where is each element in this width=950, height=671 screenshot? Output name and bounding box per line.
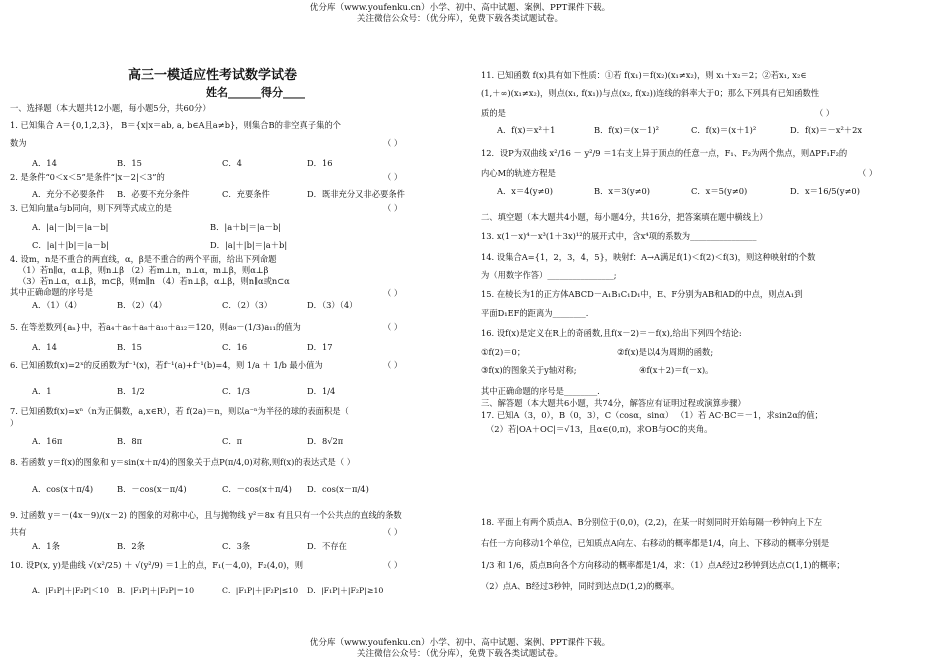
question-1-option-a: A．14 [32,158,57,168]
question-3-option-b: B．|a＋b|＝|a－b| [210,222,281,232]
section-1-heading: 一、选择题（本大题共12小题，每小题5分，共60分） [10,103,211,113]
question-8-option-a: A．cos(x＋π/4) [32,484,94,494]
question-7-option-d: D．8√2π [307,436,344,446]
question-5-option-d: D．17 [307,342,333,352]
question-13-text: 13. x(1－x)⁴－x³(1＋3x)¹²的展开式中，含x⁴项的系数为________________ [481,231,757,241]
question-3-text: 3. 已知向量a与b同向，则下列等式成立的是 [10,203,172,213]
question-7-option-b: B．8π [117,436,143,446]
question-1-text: 1. 已知集合 A＝{0,1,2,3}， B＝{x|x＝ab, a, b∈A且a≠b}，则集合B的非空真子集的个 [10,120,341,130]
question-7-option-c: C．π [222,436,243,446]
question-5-option-a: A．14 [32,342,57,352]
question-8-option-d: D．cos(x－π/4) [307,484,369,494]
question-9-option-d: D．不存在 [307,541,347,551]
page-header [240,3,680,25]
question-11-text: 11. 已知函数 f(x)具有如下性质：①若 f(x₁)＝f(x₂)(x₁≠x₂)，则 x₁＋x₂＝2；②若x₁, x₂∈ [481,70,807,80]
footer-line-2: 关注微信公众号：（优分库），免费下载各类试题试卷。 [356,649,564,660]
question-10-answer-paren: （ ） [383,560,403,570]
question-14-text-cont: 为（用数字作答）________________; [481,270,617,280]
question-12-option-c: C．x＝5(y≠0) [691,186,748,196]
page-footer [240,638,680,660]
question-4-option-c: C．（2）（3） [222,300,273,310]
question-9-text: 9. 过函数 y＝－(4x－9)/(x－2) 的图象的对称中心，且与抛物线 y²＝8x 有且只有一个公共点的直线的条数 [10,510,402,520]
question-17-text: 17. 已知A（3，0），B（0，3），C（cosα，sinα） （1）若 AC·BC＝－1，求sin2α的值； [481,410,823,420]
question-11-option-c: C．f(x)＝(x＋1)² [691,125,757,135]
question-8-option-b: B．－cos(x－π/4) [117,484,187,494]
question-4-prompt: 其中正确命题的序号是 [10,287,93,297]
question-9-answer-paren: （ ） [383,527,403,537]
question-11-option-a: A．f(x)＝x²＋1 [497,125,556,135]
question-11-option-b: B．f(x)＝(x－1)² [594,125,659,135]
question-18-text-cont-2: 1/3 和 1/6，质点B向各个方向移动的概率都是1/4，求：（1）点A经过2秒钟到达点C(1,1)的概率； [481,560,845,570]
question-10-option-b: B．|F₁P|＋|F₂P|＝10 [117,586,195,595]
question-11-answer-paren: （ ） [815,108,835,118]
question-18-text: 18. 平面上有两个质点A、B分别位于(0,0)，(2,2)，在某一时刻同时开始每隔一秒钟向上下左 [481,517,823,527]
question-14-text: 14. 设集合A={1，2，3，4，5}，映射f：A→A满足f(1)＜f(2)＜f(3)，则这种映射f的个数 [481,252,816,262]
question-1-text-cont: 数为 [10,138,27,148]
question-6-option-a: A．1 [32,386,52,396]
question-10-option-c: C．|F₁P|＋|F₂P|≤10 [222,586,299,595]
question-12-answer-paren: （ ） [858,168,878,178]
question-1-option-b: B．15 [117,158,142,168]
question-8-text: 8. 若函数 y＝f(x)的图象和 y＝sin(x＋π/4)的图象关于点P(π/4,0)对称,则f(x)的表达式是（ ） [10,457,356,467]
question-16-conclusion-4: ④f(x＋2)＝f(－x)。 [639,365,714,375]
question-18-text-cont: 右任一方向移动1个单位，已知质点A向左、右移动的概率都是1/4，向上、下移动的概率分别是 [481,538,830,548]
question-4-text: 4. 设m，n是不重合的两直线，α，β是不重合的两个平面，给出下列命题 [10,254,277,264]
question-1-option-c: C．4 [222,158,242,168]
question-4-option-a: A．（1）（4） [32,300,82,310]
question-1-answer-paren: （ ） [383,138,403,148]
question-6-text: 6. 已知函数f(x)=2ˣ的反函数为f⁻¹(x)，若f⁻¹(a)+f⁻¹(b)=4，则 1/a ＋ 1/b 最小值为 [10,360,323,370]
question-16-conclusion-1: ①f(2)＝0； [481,347,526,357]
question-11-text-cont: (1,＋∞)(x₁≠x₂)，则点(x₁, f(x₁))与点(x₂, f(x₂))连线的斜率大于0；那么下列具有已知函数性 [481,88,820,98]
question-10-option-d: D．|F₁P|＋|F₂P|≥10 [307,586,384,595]
question-7-text: 7. 已知函数f(x)=xⁿ（n为正偶数，a,x∈R），若 f(2a)＝n，则以a⁻ⁿ为半径的球的表面积是（ [10,406,349,416]
question-5-option-b: B．15 [117,342,142,352]
question-6-option-c: C．1/3 [222,386,250,396]
question-12-option-b: B．x＝3(y≠0) [594,186,651,196]
question-11-text-end: 质的是 [481,108,506,118]
question-2-text: 2. 是条件“0＜x＜5”是条件“|x－2|＜3”的 [10,172,165,182]
question-1-option-d: D．16 [307,158,333,168]
question-16-text: 16. 设f(x)是定义在R上的奇函数,且f(x－2)＝－f(x),给出下列四个结论: [481,328,742,338]
question-9-option-a: A．1条 [32,541,60,551]
question-2-option-b: B．必要不充分条件 [117,189,190,199]
question-15-text-cont: 平面D₁EF的距离为________. [481,308,589,318]
question-4-answer-paren: （ ） [383,288,403,298]
question-2-option-c: C．充要条件 [222,189,270,199]
question-11-option-d: D．f(x)＝－x²＋2x [790,125,863,135]
question-4-statement-3-4: （3）若n⊥α，α⊥β，m⊂β，则m∥n （4）若n⊥β，α⊥β，则n∥α或n⊂α [18,276,290,286]
section-3-heading: 三、解答题（本大题共6小题，共74分，解答应有证明过程或演算步骤） [481,398,746,408]
question-18-text-end: （2）点A、B经过3秒钟，同时到达点D(1,2)的概率。 [481,581,680,591]
question-10-text: 10. 设P(x, y)是曲线 √(x²/25) ＋ √(y²/9) ＝1上的点，F₁(－4,0)，F₂(4,0)，则 [10,560,303,570]
question-4-option-b: B．（2）（4） [117,300,167,310]
header-line-1: 优分库（www.youfenku.cn）小学、初中、高中试题、案例、PPT课件下载。 [309,3,611,13]
question-6-answer-paren: （ ） [383,360,403,370]
question-17-text-cont: （2）若|OA＋OC|＝√13，且α∈(0,π)，求OB与OC的夹角。 [486,424,713,434]
question-12-text: 12．设P为双曲线 x²/16 － y²/9 ＝1右支上异于顶点的任意一点，F₁、F₂为两个焦点，则ΔPF₁F₂的 [481,148,848,158]
question-5-option-c: C．16 [222,342,248,352]
question-9-option-b: B．2条 [117,541,145,551]
question-2-option-a: A．充分不必要条件 [32,189,105,199]
footer-line-1: 优分库（www.youfenku.cn）小学、初中、高中试题、案例、PPT课件下载。 [309,638,611,648]
question-7-option-a: A．16π [32,436,63,446]
question-5-text: 5. 在等差数列{aₙ}中，若a₄＋a₆＋a₈＋a₁₀＋a₁₂＝120，则a₉－(1/3)a₁₁的值为 [10,322,301,332]
question-3-option-a: A．|a|－|b|＝|a－b| [32,222,109,232]
question-4-statement-1-2: （1）若n∥α，α⊥β，则n⊥β （2）若m⊥n，n⊥α，m⊥β，则α⊥β [18,265,269,275]
question-6-option-d: D．1/4 [307,386,336,396]
question-3-option-c: C．|a|＋|b|＝|a－b| [32,240,109,250]
question-9-option-c: C．3条 [222,541,251,551]
question-12-text-cont: 内心M的轨迹方程是 [481,168,556,178]
header-line-2: 关注微信公众号：（优分库），免费下载各类试题试卷。 [356,14,564,25]
question-16-conclusion-3: ③f(x)的图象关于y轴对称; [481,365,577,375]
question-5-answer-paren: （ ） [383,322,403,332]
question-9-text-cont: 共有 [10,527,27,537]
question-2-option-d: D．既非充分又非必要条件 [307,189,405,199]
question-3-answer-paren: （ ） [383,203,403,213]
question-8-option-c: C．－cos(x＋π/4) [222,484,292,494]
page-title: 高三一模适应性考试数学试卷 [128,68,298,83]
question-4-option-d: D．（3）（4） [307,300,358,310]
question-7-text-cont: ） [10,418,19,428]
question-6-option-b: B．1/2 [117,386,145,396]
name-score-line: 姓名______得分____ [206,86,305,99]
question-12-option-a: A．x＝4(y≠0) [497,186,553,196]
question-10-option-a: A．|F₁P|＋|F₂P|＜10 [32,586,110,595]
section-2-heading: 二、填空题（本大题共4小题，每小题4分，共16分，把答案填在题中横线上） [481,212,768,222]
question-3-option-d: D．|a|＋|b|＝|a＋b| [210,240,288,250]
question-15-text: 15. 在棱长为1的正方体ABCD－A₁B₁C₁D₁中，E、F分别为AB和AD的中点，则点A₁到 [481,289,803,299]
question-12-option-d: D．x＝16/5(y≠0) [790,186,860,196]
question-16-conclusion-2: ②f(x)是以4为周期的函数; [617,347,714,357]
question-2-answer-paren: （ ） [383,172,403,182]
question-16-prompt: 其中正确命题的序号是________. [481,386,600,396]
